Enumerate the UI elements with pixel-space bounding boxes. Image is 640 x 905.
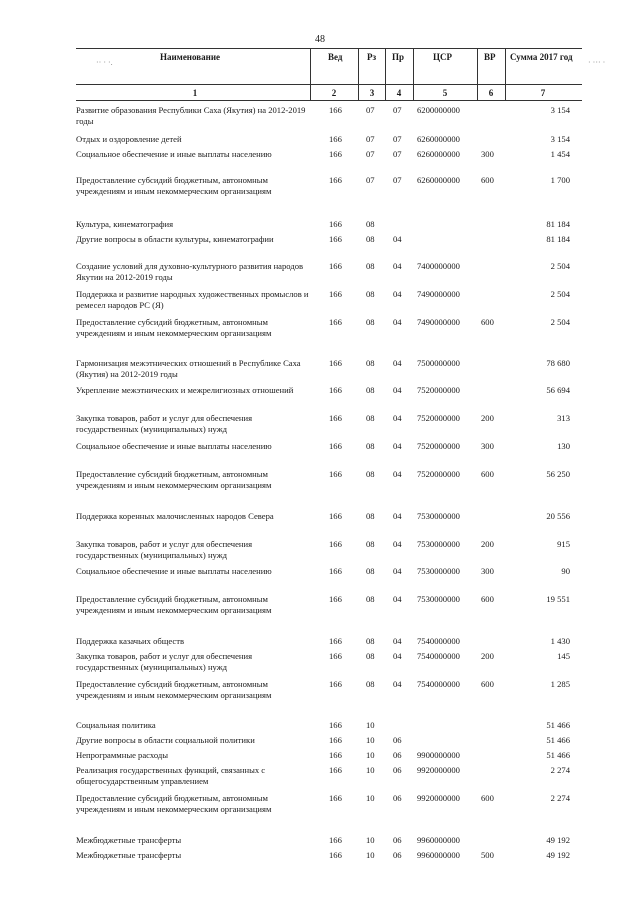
row-vr: 300 bbox=[481, 566, 494, 576]
row-name: Социальное обеспечение и иные выплаты населению bbox=[76, 149, 272, 159]
row-ved: 166 bbox=[329, 469, 342, 479]
row-rz: 08 bbox=[366, 385, 375, 395]
row-name: Непрограммные расходы bbox=[76, 750, 169, 760]
row-ved: 166 bbox=[329, 234, 342, 244]
row-pr: 04 bbox=[393, 317, 402, 327]
row-vr: 300 bbox=[481, 441, 494, 451]
row-csr: 9920000000 bbox=[417, 765, 460, 775]
row-pr: 04 bbox=[393, 358, 402, 368]
row-vr: 200 bbox=[481, 539, 494, 549]
row-rz: 08 bbox=[366, 636, 375, 646]
row-rz: 10 bbox=[366, 765, 375, 775]
column-number: 1 bbox=[192, 88, 198, 98]
row-rz: 08 bbox=[366, 469, 375, 479]
row-rz: 07 bbox=[366, 175, 375, 185]
row-csr: 9920000000 bbox=[417, 793, 460, 803]
row-sum: 1 430 bbox=[550, 636, 570, 646]
row-rz: 08 bbox=[366, 289, 375, 299]
row-sum: 1 454 bbox=[550, 149, 570, 159]
column-number: 6 bbox=[488, 88, 494, 98]
row-ved: 166 bbox=[329, 793, 342, 803]
row-pr: 04 bbox=[393, 469, 402, 479]
row-sum: 51 466 bbox=[546, 750, 570, 760]
row-csr: 7520000000 bbox=[417, 469, 460, 479]
row-name: Культура, кинематография bbox=[76, 219, 174, 229]
row-name: Предоставление субсидий бюджетным, автономным учреждениям и иным некоммерческим организациям bbox=[76, 175, 272, 196]
row-pr: 04 bbox=[393, 651, 402, 661]
row-name: Развитие образования Республики Саха (Якутия) на 2012-2019 годы bbox=[76, 105, 306, 126]
row-rz: 08 bbox=[366, 261, 375, 271]
row-rz: 10 bbox=[366, 850, 375, 860]
row-name: Предоставление субсидий бюджетным, автономным учреждениям и иным некоммерческим организациям bbox=[76, 469, 272, 490]
row-ved: 166 bbox=[329, 539, 342, 549]
row-sum: 81 184 bbox=[546, 234, 570, 244]
row-sum: 90 bbox=[561, 566, 570, 576]
row-ved: 166 bbox=[329, 735, 342, 745]
row-name: Предоставление субсидий бюджетным, автономным учреждениям и иным некоммерческим организациям bbox=[76, 793, 272, 814]
row-name: Закупка товаров, работ и услуг для обеспечения государственных (муниципальных) нужд bbox=[76, 539, 253, 560]
row-pr: 07 bbox=[393, 149, 402, 159]
column-header-rz: Рз bbox=[367, 52, 377, 62]
row-csr: 7520000000 bbox=[417, 441, 460, 451]
column-header-sum: Сумма 2017 год bbox=[510, 52, 573, 62]
row-name: Создание условий для духовно-культурного развития народов Якутии на 2012-2019 годы bbox=[76, 261, 304, 282]
row-sum: 56 250 bbox=[546, 469, 570, 479]
row-ved: 166 bbox=[329, 835, 342, 845]
row-name: Другие вопросы в области культуры, кинематографии bbox=[76, 234, 274, 244]
row-pr: 04 bbox=[393, 539, 402, 549]
row-name: Предоставление субсидий бюджетным, автономным учреждениям и иным некоммерческим организациям bbox=[76, 317, 272, 338]
row-rz: 08 bbox=[366, 679, 375, 689]
row-sum: 915 bbox=[557, 539, 570, 549]
row-ved: 166 bbox=[329, 651, 342, 661]
row-ved: 166 bbox=[329, 413, 342, 423]
row-ved: 166 bbox=[329, 679, 342, 689]
row-ved: 166 bbox=[329, 175, 342, 185]
row-sum: 2 504 bbox=[550, 289, 570, 299]
row-csr: 6260000000 bbox=[417, 134, 460, 144]
row-sum: 313 bbox=[557, 413, 570, 423]
row-rz: 08 bbox=[366, 566, 375, 576]
row-sum: 3 154 bbox=[550, 105, 570, 115]
row-rz: 07 bbox=[366, 149, 375, 159]
column-header-csr: ЦСР bbox=[433, 52, 452, 62]
row-csr: 7520000000 bbox=[417, 413, 460, 423]
row-sum: 3 154 bbox=[550, 134, 570, 144]
row-ved: 166 bbox=[329, 750, 342, 760]
row-ved: 166 bbox=[329, 720, 342, 730]
column-number: 3 bbox=[369, 88, 375, 98]
row-vr: 200 bbox=[481, 651, 494, 661]
row-vr: 600 bbox=[481, 594, 494, 604]
row-csr: 7400000000 bbox=[417, 261, 460, 271]
row-pr: 04 bbox=[393, 679, 402, 689]
row-csr: 6260000000 bbox=[417, 149, 460, 159]
row-rz: 08 bbox=[366, 594, 375, 604]
row-rz: 10 bbox=[366, 720, 375, 730]
column-header-vr: ВР bbox=[484, 52, 496, 62]
row-name: Социальное обеспечение и иные выплаты населению bbox=[76, 441, 272, 451]
row-pr: 04 bbox=[393, 594, 402, 604]
row-sum: 130 bbox=[557, 441, 570, 451]
row-pr: 06 bbox=[393, 835, 402, 845]
row-rz: 08 bbox=[366, 219, 375, 229]
row-sum: 51 466 bbox=[546, 720, 570, 730]
row-ved: 166 bbox=[329, 385, 342, 395]
row-csr: 7540000000 bbox=[417, 679, 460, 689]
row-rz: 07 bbox=[366, 134, 375, 144]
row-name: Закупка товаров, работ и услуг для обеспечения государственных (муниципальных) нужд bbox=[76, 413, 253, 434]
row-rz: 10 bbox=[366, 750, 375, 760]
page-number: 48 bbox=[315, 34, 325, 45]
row-vr: 600 bbox=[481, 317, 494, 327]
row-rz: 07 bbox=[366, 105, 375, 115]
row-pr: 07 bbox=[393, 134, 402, 144]
row-pr: 04 bbox=[393, 566, 402, 576]
row-rz: 10 bbox=[366, 793, 375, 803]
row-vr: 600 bbox=[481, 469, 494, 479]
column-number: 7 bbox=[540, 88, 546, 98]
row-rz: 08 bbox=[366, 317, 375, 327]
row-csr: 7530000000 bbox=[417, 594, 460, 604]
header-mid-rule bbox=[76, 84, 582, 85]
header-col-divider bbox=[505, 48, 506, 100]
row-rz: 08 bbox=[366, 441, 375, 451]
row-csr: 7520000000 bbox=[417, 385, 460, 395]
row-ved: 166 bbox=[329, 358, 342, 368]
row-csr: 7540000000 bbox=[417, 636, 460, 646]
row-name: Социальное обеспечение и иные выплаты населению bbox=[76, 566, 272, 576]
row-sum: 2 504 bbox=[550, 317, 570, 327]
row-pr: 04 bbox=[393, 413, 402, 423]
row-ved: 166 bbox=[329, 105, 342, 115]
header-col-divider bbox=[413, 48, 414, 100]
row-pr: 06 bbox=[393, 793, 402, 803]
header-col-divider bbox=[477, 48, 478, 100]
row-pr: 07 bbox=[393, 175, 402, 185]
row-name: Отдых и оздоровление детей bbox=[76, 134, 182, 144]
row-name: Укрепление межэтнических и межрелигиозных отношений bbox=[76, 385, 294, 395]
row-pr: 07 bbox=[393, 105, 402, 115]
row-pr: 06 bbox=[393, 765, 402, 775]
column-header-ved: Вед bbox=[328, 52, 343, 62]
row-sum: 1 285 bbox=[550, 679, 570, 689]
row-name: Поддержка казачьих обществ bbox=[76, 636, 185, 646]
column-header-name: Наименование bbox=[160, 52, 220, 62]
row-rz: 10 bbox=[366, 835, 375, 845]
row-name: Поддержка коренных малочисленных народов Севера bbox=[76, 511, 274, 521]
row-csr: 7530000000 bbox=[417, 511, 460, 521]
row-pr: 04 bbox=[393, 636, 402, 646]
row-csr: 7490000000 bbox=[417, 317, 460, 327]
row-rz: 10 bbox=[366, 735, 375, 745]
row-sum: 78 680 bbox=[546, 358, 570, 368]
row-name: Закупка товаров, работ и услуг для обеспечения государственных (муниципальных) нужд bbox=[76, 651, 253, 672]
row-ved: 166 bbox=[329, 850, 342, 860]
row-csr: 9960000000 bbox=[417, 850, 460, 860]
row-csr: 9960000000 bbox=[417, 835, 460, 845]
row-pr: 06 bbox=[393, 735, 402, 745]
row-csr: 7490000000 bbox=[417, 289, 460, 299]
row-pr: 04 bbox=[393, 511, 402, 521]
column-number: 2 bbox=[331, 88, 337, 98]
row-rz: 08 bbox=[366, 539, 375, 549]
row-sum: 51 466 bbox=[546, 735, 570, 745]
row-ved: 166 bbox=[329, 566, 342, 576]
column-number: 5 bbox=[442, 88, 448, 98]
row-sum: 81 184 bbox=[546, 219, 570, 229]
header-col-divider bbox=[385, 48, 386, 100]
column-number: 4 bbox=[396, 88, 402, 98]
row-ved: 166 bbox=[329, 219, 342, 229]
row-pr: 06 bbox=[393, 850, 402, 860]
row-sum: 49 192 bbox=[546, 835, 570, 845]
row-sum: 2 504 bbox=[550, 261, 570, 271]
row-ved: 166 bbox=[329, 636, 342, 646]
row-csr: 7500000000 bbox=[417, 358, 460, 368]
row-rz: 08 bbox=[366, 651, 375, 661]
row-pr: 04 bbox=[393, 289, 402, 299]
row-rz: 08 bbox=[366, 413, 375, 423]
row-vr: 500 bbox=[481, 850, 494, 860]
row-name: Другие вопросы в области социальной политики bbox=[76, 735, 255, 745]
row-ved: 166 bbox=[329, 261, 342, 271]
row-sum: 2 274 bbox=[550, 793, 570, 803]
row-ved: 166 bbox=[329, 317, 342, 327]
row-rz: 08 bbox=[366, 358, 375, 368]
row-sum: 56 694 bbox=[546, 385, 570, 395]
row-name: Реализация государственных функций, связанных с общегосударственным управлением bbox=[76, 765, 266, 786]
row-csr: 7530000000 bbox=[417, 539, 460, 549]
row-sum: 20 556 bbox=[546, 511, 570, 521]
header-col-divider bbox=[310, 48, 311, 100]
row-ved: 166 bbox=[329, 441, 342, 451]
row-sum: 49 192 bbox=[546, 850, 570, 860]
row-vr: 600 bbox=[481, 793, 494, 803]
row-name: Поддержка и развитие народных художественных промыслов и ремесел народов РС (Я) bbox=[76, 289, 309, 310]
row-sum: 2 274 bbox=[550, 765, 570, 775]
header-col-divider bbox=[358, 48, 359, 100]
row-csr: 9900000000 bbox=[417, 750, 460, 760]
row-csr: 7530000000 bbox=[417, 566, 460, 576]
row-rz: 08 bbox=[366, 511, 375, 521]
row-vr: 200 bbox=[481, 413, 494, 423]
row-pr: 04 bbox=[393, 234, 402, 244]
row-name: Социальная политика bbox=[76, 720, 156, 730]
row-name: Межбюджетные трансферты bbox=[76, 835, 182, 845]
scan-artifact: ·· · ·. bbox=[96, 58, 113, 67]
row-rz: 08 bbox=[366, 234, 375, 244]
row-pr: 06 bbox=[393, 750, 402, 760]
row-vr: 300 bbox=[481, 149, 494, 159]
row-ved: 166 bbox=[329, 511, 342, 521]
row-name: Предоставление субсидий бюджетным, автономным учреждениям и иным некоммерческим организациям bbox=[76, 594, 272, 615]
row-ved: 166 bbox=[329, 765, 342, 775]
row-ved: 166 bbox=[329, 149, 342, 159]
scan-artifact: · ··· · bbox=[588, 58, 606, 67]
column-header-pr: Пр bbox=[392, 52, 405, 62]
row-name: Межбюджетные трансферты bbox=[76, 850, 182, 860]
row-vr: 600 bbox=[481, 679, 494, 689]
header-top-rule bbox=[76, 48, 582, 49]
row-vr: 600 bbox=[481, 175, 494, 185]
row-sum: 145 bbox=[557, 651, 570, 661]
row-ved: 166 bbox=[329, 289, 342, 299]
row-ved: 166 bbox=[329, 594, 342, 604]
header-bottom-rule bbox=[76, 100, 582, 101]
row-name: Гармонизация межэтнических отношений в Республике Саха (Якутия) на 2012-2019 годы bbox=[76, 358, 301, 379]
row-pr: 04 bbox=[393, 261, 402, 271]
row-ved: 166 bbox=[329, 134, 342, 144]
row-pr: 04 bbox=[393, 441, 402, 451]
row-sum: 19 551 bbox=[546, 594, 570, 604]
row-csr: 6200000000 bbox=[417, 105, 460, 115]
row-sum: 1 700 bbox=[550, 175, 570, 185]
row-csr: 6260000000 bbox=[417, 175, 460, 185]
row-pr: 04 bbox=[393, 385, 402, 395]
row-name: Предоставление субсидий бюджетным, автономным учреждениям и иным некоммерческим организациям bbox=[76, 679, 272, 700]
row-csr: 7540000000 bbox=[417, 651, 460, 661]
